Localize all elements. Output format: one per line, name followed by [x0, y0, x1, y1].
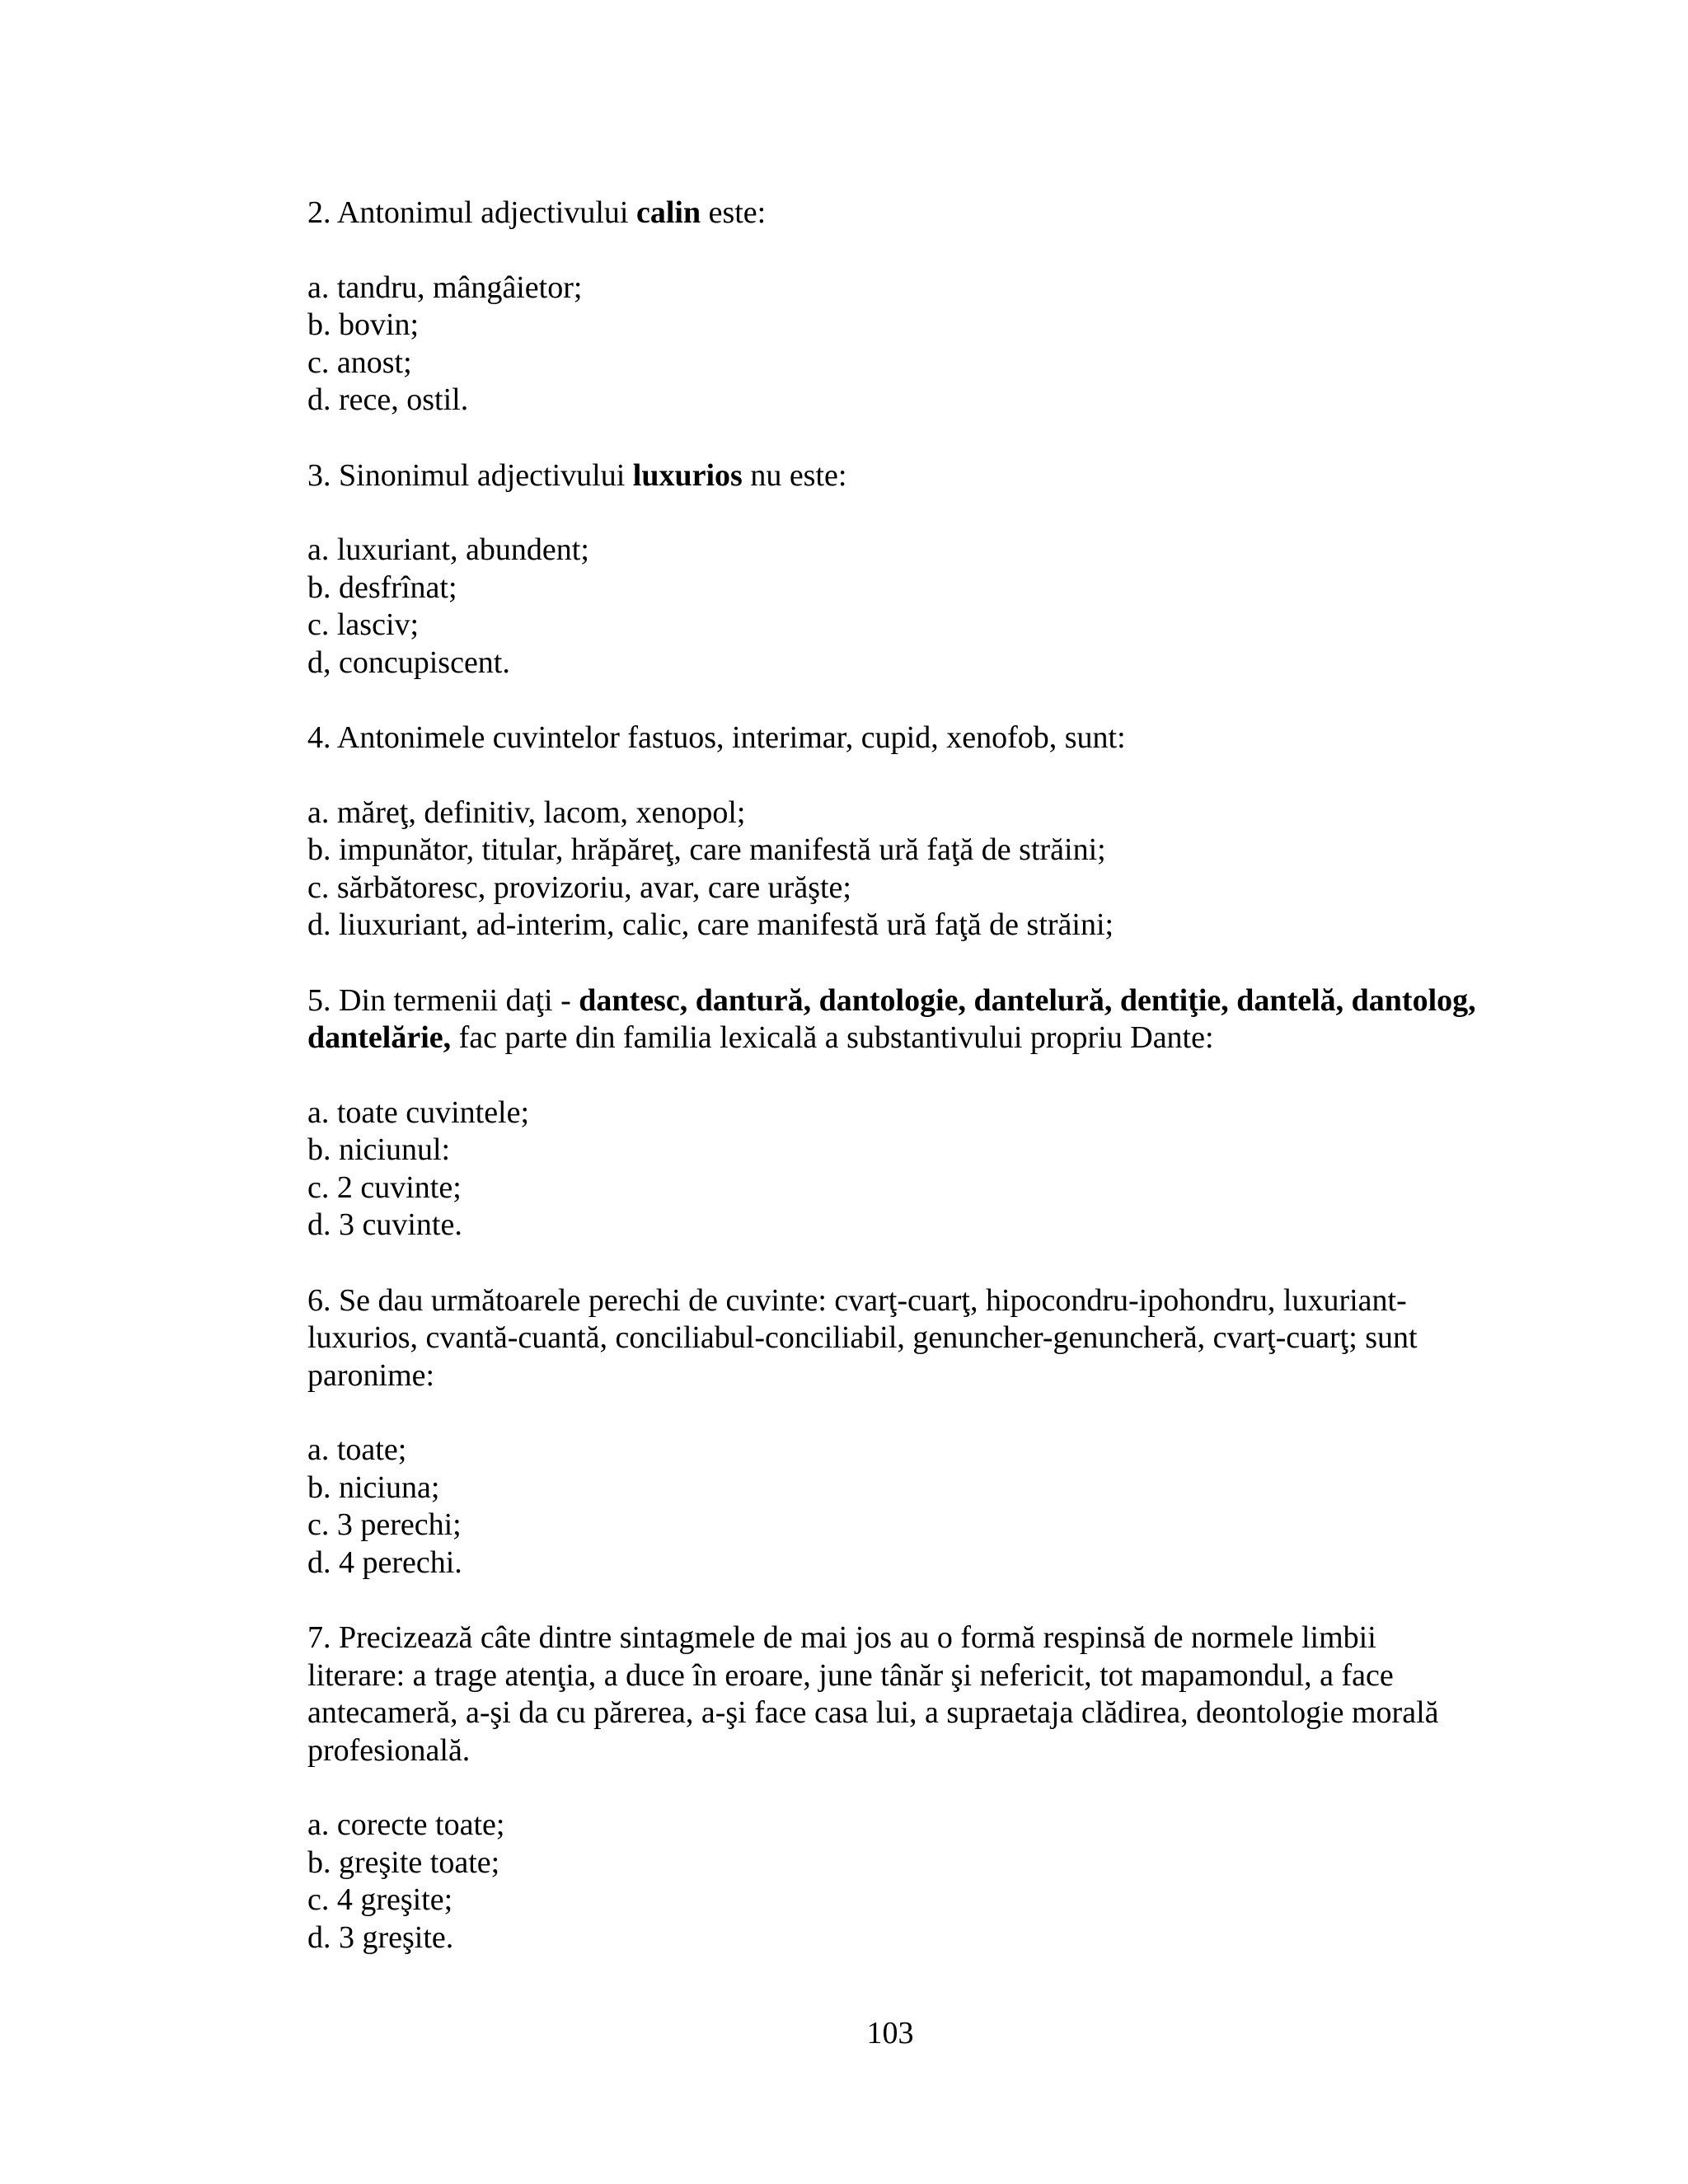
question-text: 3. Sinonimul adjectivului luxurios nu este:	[307, 457, 847, 493]
question-7	[307, 1619, 1478, 1957]
question-3	[307, 457, 1478, 682]
question-text: 5. Din termenii daţi - dantesc, dantură, dantologie, dantelură, dentiţie, dantelă, dantolog, dantelărie, fac parte din familia lexicală a substantivului propriu Dante:	[307, 982, 1476, 1055]
option-c: c. sărbătoresc, provizoriu, avar, care urăşte;	[307, 869, 851, 905]
option-a: a. tandru, mângâietor;	[307, 269, 583, 305]
question-4	[307, 719, 1478, 944]
option-c: c. 4 greşite;	[307, 1882, 453, 1917]
question-text: 7. Precizează câte dintre sintagmele de mai jos au o formă respinsă de normele limbii literare: a trage atenţia, a duce în eroare, june tânăr şi nefericit, tot mapamondul, a face antecameră, a-şi da cu părerea, a-şi face casa lui, a supraetaja clădirea, deontologie morală profesională.	[307, 1620, 1439, 1768]
option-b: b. impunător, titular, hrăpăreţ, care manifestă ură faţă de străini;	[307, 832, 1106, 867]
option-c: c. anost;	[307, 344, 412, 380]
answer-options	[307, 532, 1478, 682]
answer-options	[307, 1432, 1478, 1582]
option-b: b. bovin;	[307, 307, 420, 342]
option-d: d. 3 greşite.	[307, 1919, 454, 1955]
question-text: 2. Antonimul adjectivului calin este:	[307, 195, 767, 230]
option-c: c. 3 perechi;	[307, 1507, 462, 1542]
answer-options	[307, 1094, 1478, 1244]
question-5	[307, 982, 1478, 1244]
option-a: a. toate cuvintele;	[307, 1094, 530, 1130]
option-a: a. luxuriant, abundent;	[307, 532, 589, 567]
option-a: a. măreţ, definitiv, lacom, xenopol;	[307, 794, 746, 830]
question-text: 4. Antonimele cuvintelor fastuos, interimar, cupid, xenofob, sunt:	[307, 720, 1126, 755]
question-2	[307, 194, 1478, 419]
question-text: 6. Se dau următoarele perechi de cuvinte: cvarţ-cuarţ, hipocondru-ipohondru, luxuriant-luxurios, cvantă-cuantă, conciliabul-conciliabil, genuncher-genuncheră, cvarţ-cuarţ; sunt paronime:	[307, 1282, 1418, 1393]
option-d: d. rece, ostil.	[307, 382, 469, 417]
option-c: c. lasciv;	[307, 607, 420, 642]
option-b: b. niciuna;	[307, 1469, 440, 1505]
option-d: d. 4 perechi.	[307, 1544, 462, 1580]
question-6	[307, 1282, 1478, 1582]
option-d: d. 3 cuvinte.	[307, 1207, 462, 1242]
answer-options	[307, 269, 1478, 419]
option-a: a. toate;	[307, 1432, 407, 1467]
page-number: 103	[866, 2016, 914, 2050]
option-d: d. liuxuriant, ad-interim, calic, care manifestă ură faţă de străini;	[307, 907, 1114, 942]
option-b: b. desfrînat;	[307, 569, 457, 605]
answer-options	[307, 1807, 1478, 1957]
option-d: d, concupiscent.	[307, 644, 510, 680]
option-a: a. corecte toate;	[307, 1807, 505, 1842]
option-b: b. greşite toate;	[307, 1844, 500, 1880]
document-page	[307, 194, 1478, 1957]
answer-options	[307, 794, 1478, 944]
option-c: c. 2 cuvinte;	[307, 1169, 462, 1205]
option-b: b. niciunul:	[307, 1132, 451, 1167]
